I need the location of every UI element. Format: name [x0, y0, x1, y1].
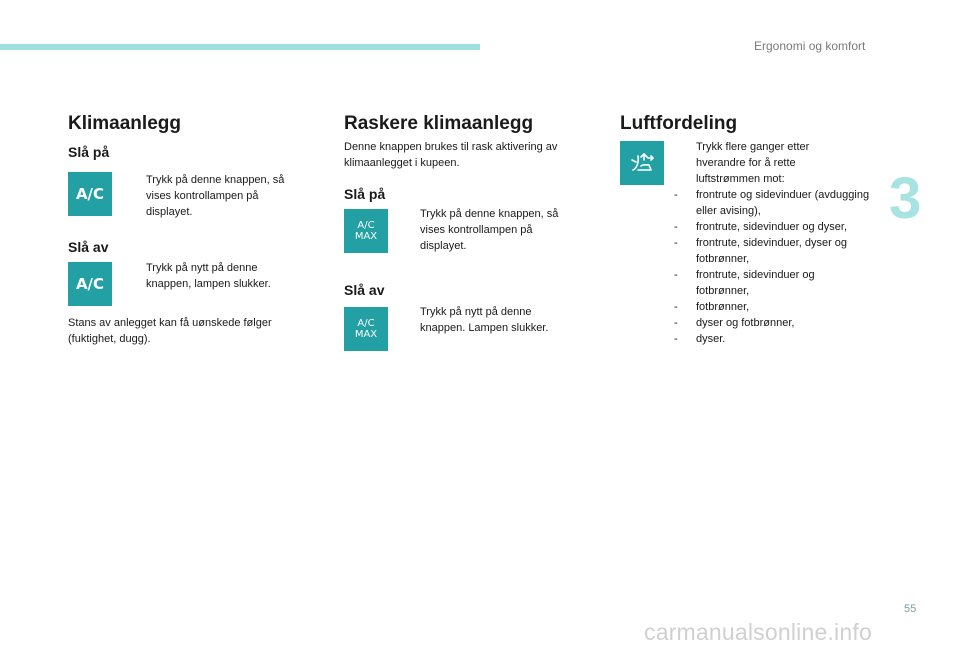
ac-max-label-bottom: MAX — [354, 329, 378, 340]
header-accent-bar — [0, 44, 480, 50]
instruction-on-text: Trykk på denne knappen, så vises kontrollampen på displayet. — [146, 174, 285, 218]
watermark: carmanualsonline.info — [644, 619, 872, 645]
list-item: - frontrute og sidevinduer (avdugging eller avising), — [674, 187, 870, 219]
heading-luftfordeling: Luftfordeling — [620, 113, 738, 134]
instruction-on-text: Trykk på denne knappen, så vises kontrollampen på displayet. — [420, 208, 559, 252]
ac-button-label: A/C — [75, 185, 105, 203]
heading-sla-av: Slå av — [68, 239, 109, 255]
air-distribution-icon — [620, 141, 664, 185]
list-item: - dyser. — [674, 331, 870, 347]
list-item: - frontrute, sidevinduer og fotbrønner, — [674, 267, 870, 299]
chapter-number: 3 — [889, 166, 922, 231]
airflow-mode-list — [674, 187, 870, 347]
list-item: - fotbrønner, — [674, 299, 870, 315]
heading-sla-pa: Slå på — [68, 144, 110, 160]
ac-max-label-top: A/C — [357, 318, 375, 329]
list-item: - dyser og fotbrønner, — [674, 315, 870, 331]
ac-max-button-icon — [344, 209, 388, 253]
note-text: Stans av anlegget kan få uønskede følger (fuktighet, dugg). — [68, 317, 272, 345]
ac-max-label-bottom: MAX — [354, 231, 378, 242]
heading-sla-av: Slå av — [344, 282, 385, 298]
heading-sla-pa: Slå på — [344, 186, 386, 202]
ac-max-button-icon — [344, 307, 388, 351]
ac-max-label-top: A/C — [357, 220, 375, 231]
instruction-off-text: Trykk på nytt på denne knappen, lampen slukker. — [146, 262, 271, 290]
heading-klimaanlegg: Klimaanlegg — [68, 113, 181, 134]
list-item: - frontrute, sidevinduer, dyser og fotbrønner, — [674, 235, 870, 267]
list-item: - frontrute, sidevinduer og dyser, — [674, 219, 870, 235]
heading-raskere-klimaanlegg: Raskere klimaanlegg — [344, 113, 534, 134]
intro-text: Denne knappen brukes til rask aktivering av klimaanlegget i kupeen. — [344, 141, 558, 169]
air-distribution-icon-svg — [627, 148, 657, 178]
section-title: Ergonomi og komfort — [754, 39, 866, 53]
page-number: 55 — [904, 603, 917, 615]
ac-button-label: A/C — [75, 275, 105, 293]
ac-button-icon — [68, 172, 112, 216]
ac-button-icon — [68, 262, 112, 306]
instruction-off-text: Trykk på nytt på denne knappen. Lampen slukker. — [420, 306, 549, 334]
instruction-intro-text: Trykk flere ganger etter hverandre for å rette luftstrømmen mot: — [696, 141, 810, 185]
